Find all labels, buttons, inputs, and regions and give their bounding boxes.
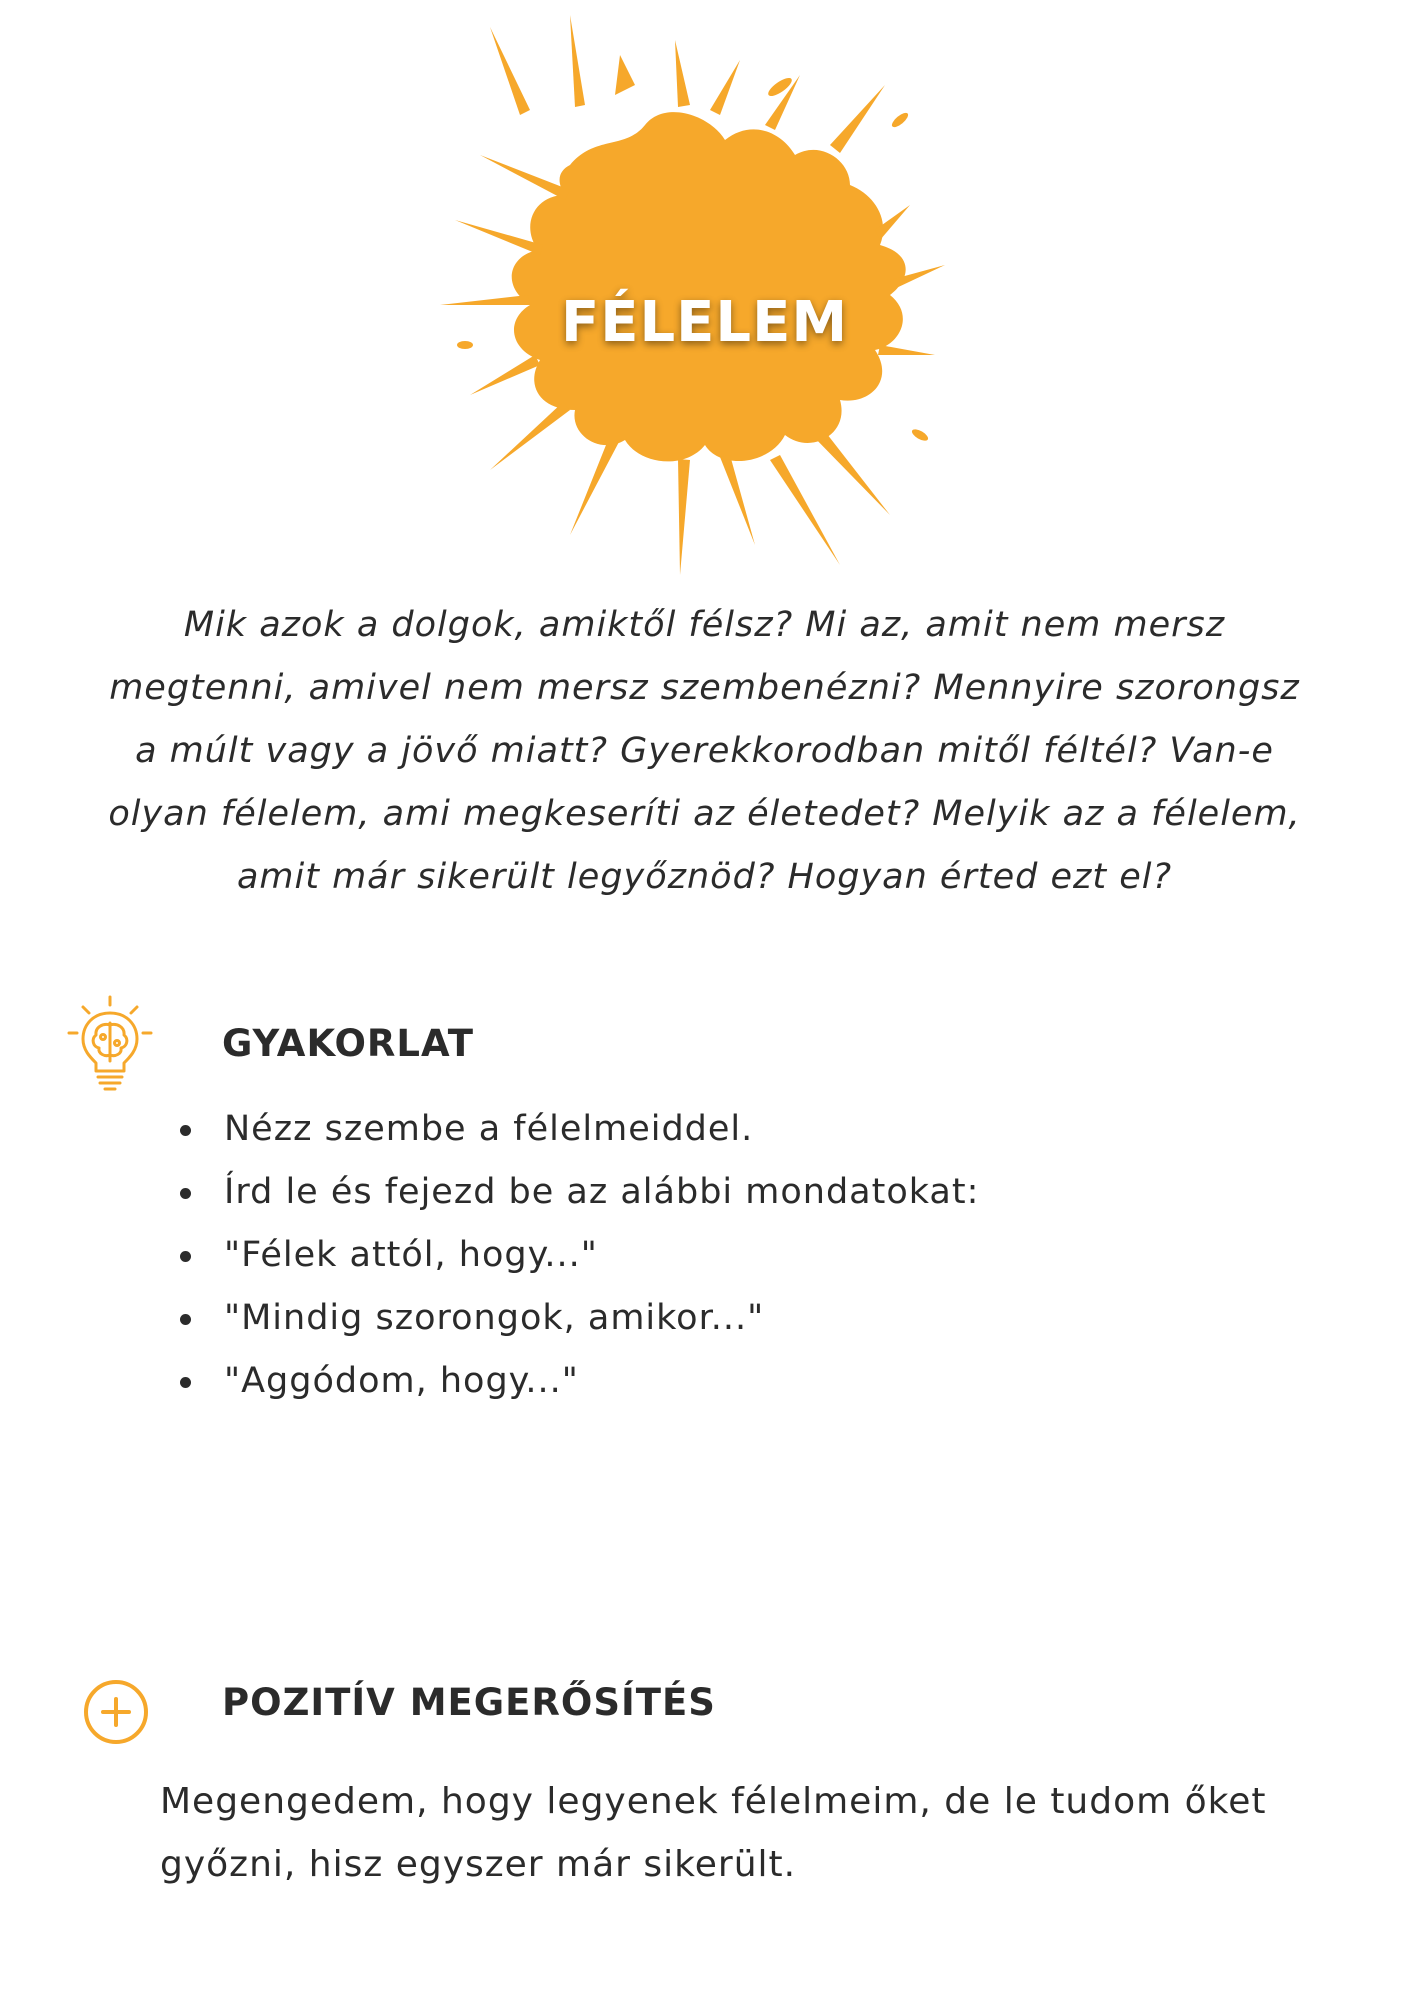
- page-title: FÉLELEM: [560, 290, 849, 355]
- plus-circle-icon: [80, 1676, 152, 1748]
- list-item: "Félek attól, hogy...": [172, 1224, 979, 1287]
- list-item: "Aggódom, hogy...": [172, 1350, 979, 1413]
- exercise-heading: GYAKORLAT: [222, 1022, 474, 1065]
- exercise-list: [172, 1098, 979, 1413]
- reflection-questions: Mik azok a dolgok, amiktől félsz? Mi az, amit nem mersz megtenni, amivel nem mersz szembenézni? Mennyire szorongsz a múlt vagy a jövő miatt? Gyerekkorodban mitől féltél? Van-e olyan félelem, ami megkeseríti az életedet? Melyik az a félelem, amit már sikerült legyőznöd? Hogyan érted ezt el?: [108, 605, 1301, 897]
- list-item: Írd le és fejezd be az alábbi mondatokat:: [172, 1161, 979, 1224]
- affirmation-text: Megengedem, hogy legyenek félelmeim, de le tudom őket győzni, hisz egyszer már sikerült.: [160, 1781, 1267, 1885]
- list-item: "Mindig szorongok, amikor...": [172, 1287, 979, 1350]
- lightbulb-brain-icon: [65, 995, 155, 1095]
- affirmation-heading: POZITÍV MEGERŐSÍTÉS: [222, 1681, 716, 1724]
- list-item: Nézz szembe a félelmeiddel.: [172, 1098, 979, 1161]
